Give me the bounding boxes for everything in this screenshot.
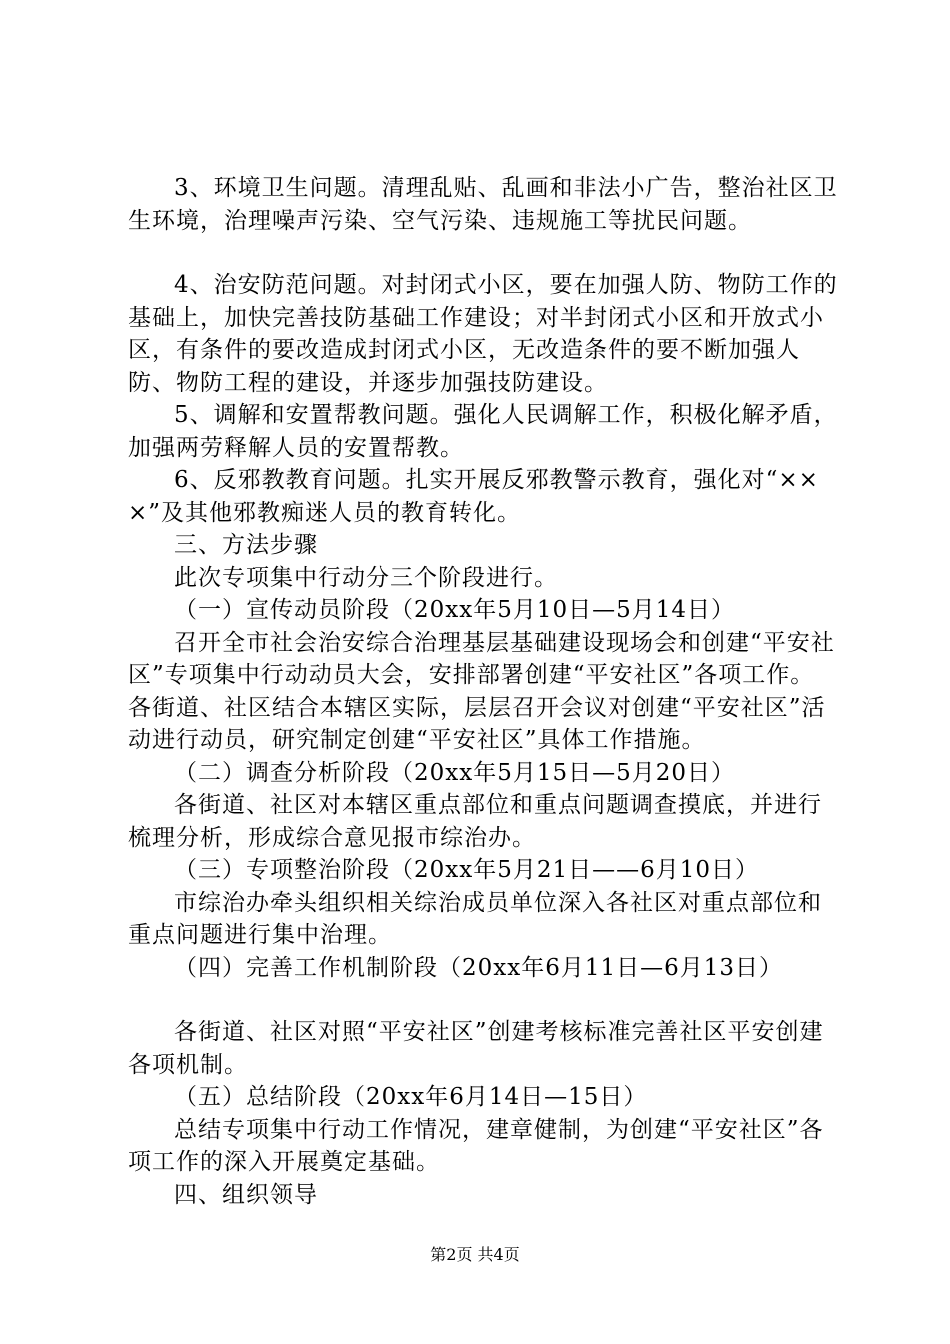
paragraph-stages-intro: 此次专项集中行动分三个阶段进行。 [174, 564, 558, 591]
paragraph-security: 4、治安防范问题。对封闭式小区，要在加强人防、物防工作的基础上，加快完善技防基础工作建设；对半封闭式小区和开放式小区，有条件的要改造成封闭式小区，无改造条件的要不断加强人防、物防工程的建设，并逐步加强技防建设。 [128, 272, 838, 396]
paragraph-mediation: 5、调解和安置帮教问题。强化人民调解工作，积极化解矛盾，加强两劳释解人员的安置帮教。 [128, 402, 838, 461]
section-heading-organization: 四、组织领导 [174, 1181, 318, 1208]
stage-heading-5: （五）总结阶段（20xx年6月14日—15日） [174, 1084, 648, 1110]
page-footer: 第2页 共4页 [430, 1245, 520, 1264]
paragraph-stage-3: 市综治办牵头组织相关综治成员单位深入各社区对重点部位和重点问题进行集中治理。 [128, 889, 822, 948]
stage-heading-4: （四）完善工作机制阶段（20xx年6月11日—6月13日） [174, 954, 784, 981]
paragraph-environment: 3、环境卫生问题。清理乱贴、乱画和非法小广告，整治社区卫生环境，治理噪声污染、空气污染、违规施工等扰民问题。 [128, 175, 838, 234]
paragraph-stage-4: 各街道、社区对照“平安社区”创建考核标准完善社区平安创建各项机制。 [128, 1019, 824, 1078]
paragraph-stage-5: 总结专项集中行动工作情况，建章健制，为创建“平安社区”各项工作的深入开展奠定基础。 [128, 1116, 824, 1175]
document-body [128, 172, 838, 1211]
stage-heading-1: （一）宣传动员阶段（20xx年5月10日—5月14日） [174, 597, 736, 623]
paragraph-stage-1: 召开全市社会治安综合治理基层基础建设现场会和创建“平安社区”专项集中行动动员大会，安排部署创建“平安社区”各项工作。各街道、社区结合本辖区实际，层层召开会议对创建“平安社区”活动进行动员，研究制定创建“平安社区”具体工作措施。 [128, 629, 835, 753]
stage-heading-3: （三）专项整治阶段（20xx年5月21日——6月10日） [174, 857, 760, 883]
stage-heading-2: （二）调查分析阶段（20xx年5月15日—5月20日） [174, 759, 736, 786]
paragraph-stage-2: 各街道、社区对本辖区重点部位和重点问题调查摸底，并进行梳理分析，形成综合意见报市综治办。 [128, 792, 822, 851]
section-heading-methods: 三、方法步骤 [174, 532, 318, 558]
paragraph-anti-cult: 6、反邪教教育问题。扎实开展反邪教警示教育，强化对“×××”及其他邪教痴迷人员的教育转化。 [128, 467, 819, 526]
